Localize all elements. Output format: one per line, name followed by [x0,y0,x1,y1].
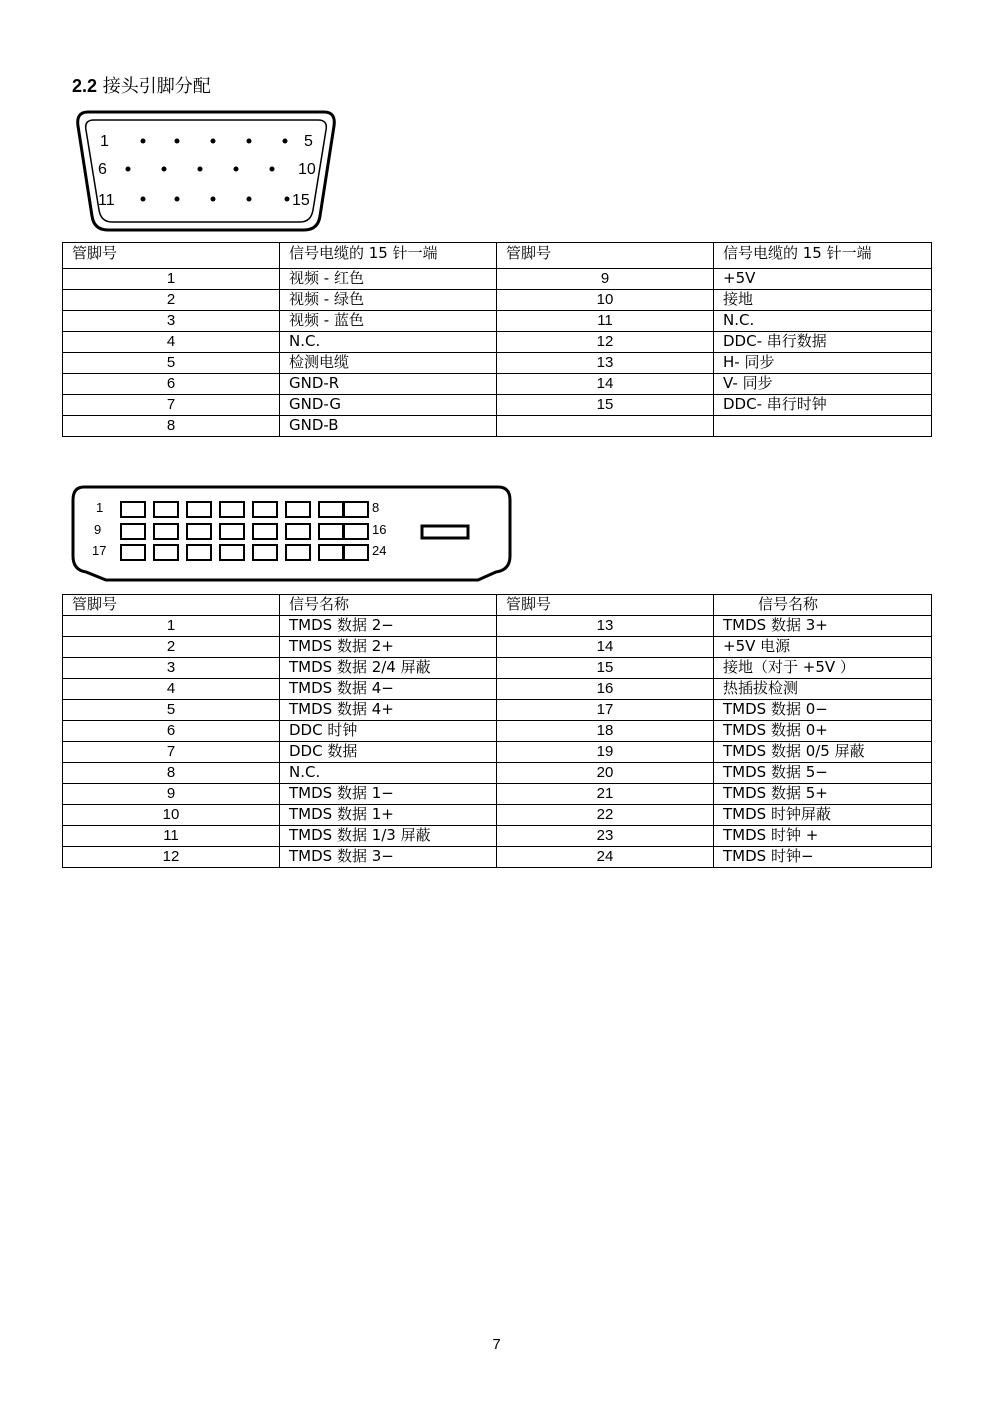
dvi-label-8: 8 [372,500,380,515]
pin-number: 22 [497,805,714,826]
vga-label-1: 1 [100,133,109,150]
vga-pin-row-3 [141,197,290,202]
pin-number: 1 [63,269,280,290]
section-number: 2.2 [72,76,98,96]
pin-number: 7 [63,395,280,416]
vga-label-10: 10 [298,161,316,178]
dvi-ground-blade [422,526,468,538]
signal-name: TMDS 数据 0+ [714,721,932,742]
signal-name: 热插拔检测 [714,679,932,700]
signal-name: TMDS 数据 1/3 屏蔽 [280,826,497,847]
section-title [72,72,211,98]
pin-number: 13 [497,353,714,374]
table-row [63,416,932,437]
pin-number: 21 [497,784,714,805]
signal-name: 视频 - 绿色 [280,290,497,311]
signal-name: TMDS 时钟 + [714,826,932,847]
signal-name: TMDS 数据 4+ [280,700,497,721]
table-row [63,742,932,763]
pin-number: 15 [497,395,714,416]
pin-number: 2 [63,637,280,658]
table-row [63,763,932,784]
signal-name: TMDS 数据 0/5 屏蔽 [714,742,932,763]
vga-connector-diagram [72,108,340,234]
pin-number: 1 [63,616,280,637]
header-pin-a: 管脚号 [63,243,280,269]
section-heading: 接头引脚分配 [102,76,211,97]
signal-name: N.C. [280,332,497,353]
pin-number: 17 [497,700,714,721]
dvi-connector-outline [73,487,510,580]
dvi-label-1: 1 [96,500,104,515]
signal-name: V- 同步 [714,374,932,395]
signal-name: 接地 [714,290,932,311]
table-row [63,847,932,868]
signal-name: N.C. [714,311,932,332]
table-row [63,269,932,290]
pin-number: 15 [497,658,714,679]
pin-number: 9 [497,269,714,290]
pin-number: 8 [63,416,280,437]
vga-pin-table [62,242,932,437]
pin-number: 12 [63,847,280,868]
pin-number: 18 [497,721,714,742]
header-pin-b: 管脚号 [497,595,714,616]
dvi-label-17: 17 [92,543,107,558]
signal-name: DDC- 串行数据 [714,332,932,353]
signal-name: TMDS 数据 2− [280,616,497,637]
table-header-row [63,595,932,616]
pin-number: 6 [63,374,280,395]
table-row [63,290,932,311]
table-row [63,658,932,679]
signal-name: DDC- 串行时钟 [714,395,932,416]
pin-number: 6 [63,721,280,742]
dvi-label-9: 9 [94,522,102,537]
pin-number: 16 [497,679,714,700]
signal-name: 视频 - 红色 [280,269,497,290]
pin-number: 8 [63,763,280,784]
table-row [63,637,932,658]
signal-name: +5V 电源 [714,637,932,658]
signal-name: TMDS 数据 1+ [280,805,497,826]
pin-number: 5 [63,700,280,721]
pin-number: 10 [63,805,280,826]
vga-label-6: 6 [98,161,107,178]
signal-name: 视频 - 蓝色 [280,311,497,332]
pin-number: 12 [497,332,714,353]
table-row [63,374,932,395]
dvi-label-24: 24 [372,543,387,558]
signal-name [714,416,932,437]
vga-connector-inner-outline [86,120,327,222]
pin-number: 24 [497,847,714,868]
vga-pin-row-2 [126,167,275,172]
dvi-pin-grid [121,502,368,560]
signal-name: +5V [714,269,932,290]
pin-number: 11 [63,826,280,847]
pin-number: 9 [63,784,280,805]
header-signal-a: 信号名称 [280,595,497,616]
signal-name: TMDS 时钟屏蔽 [714,805,932,826]
signal-name: TMDS 数据 3− [280,847,497,868]
pin-number: 4 [63,332,280,353]
table-row [63,616,932,637]
pin-number: 19 [497,742,714,763]
table-row [63,311,932,332]
signal-name: TMDS 数据 0− [714,700,932,721]
signal-name: N.C. [280,763,497,784]
vga-label-5: 5 [304,133,313,150]
signal-name: 接地（对于 +5V ） [714,658,932,679]
signal-name: H- 同步 [714,353,932,374]
table-row [63,679,932,700]
pin-number: 14 [497,637,714,658]
signal-name: TMDS 数据 5+ [714,784,932,805]
table-row [63,700,932,721]
signal-name: TMDS 数据 4− [280,679,497,700]
page-number: 7 [492,1336,501,1353]
signal-name: GND-G [280,395,497,416]
signal-name: TMDS 数据 2/4 屏蔽 [280,658,497,679]
table-row [63,826,932,847]
table-row [63,784,932,805]
pin-number: 23 [497,826,714,847]
dvi-label-16: 16 [372,522,387,537]
signal-name: GND-B [280,416,497,437]
pin-number: 14 [497,374,714,395]
signal-name: TMDS 数据 5− [714,763,932,784]
header-signal-b: 信号名称 [714,595,932,616]
signal-name: DDC 时钟 [280,721,497,742]
table-row [63,353,932,374]
table-row [63,805,932,826]
pin-number: 11 [497,311,714,332]
vga-label-15: 15 [292,192,310,209]
signal-name: GND-R [280,374,497,395]
pin-number: 10 [497,290,714,311]
vga-connector-outline [78,112,335,230]
pin-number: 20 [497,763,714,784]
header-pin-a: 管脚号 [63,595,280,616]
pin-number: 3 [63,658,280,679]
table-row [63,721,932,742]
vga-pin-row-1 [141,139,288,144]
signal-name: TMDS 数据 2+ [280,637,497,658]
pin-number: 4 [63,679,280,700]
signal-name: DDC 数据 [280,742,497,763]
table-row [63,395,932,416]
signal-name: TMDS 数据 3+ [714,616,932,637]
dvi-connector-diagram [70,484,514,584]
pin-number: 3 [63,311,280,332]
pin-number [497,416,714,437]
signal-name: 检测电缆 [280,353,497,374]
table-header-row [63,243,932,269]
vga-label-11: 11 [98,192,115,209]
header-pin-b: 管脚号 [497,243,714,269]
header-signal-b: 信号电缆的 15 针一端 [714,243,932,269]
signal-name: TMDS 时钟− [714,847,932,868]
pin-number: 2 [63,290,280,311]
header-signal-a: 信号电缆的 15 针一端 [280,243,497,269]
pin-number: 7 [63,742,280,763]
dvi-pin-table [62,594,932,868]
signal-name: TMDS 数据 1− [280,784,497,805]
table-row [63,332,932,353]
pin-number: 13 [497,616,714,637]
pin-number: 5 [63,353,280,374]
